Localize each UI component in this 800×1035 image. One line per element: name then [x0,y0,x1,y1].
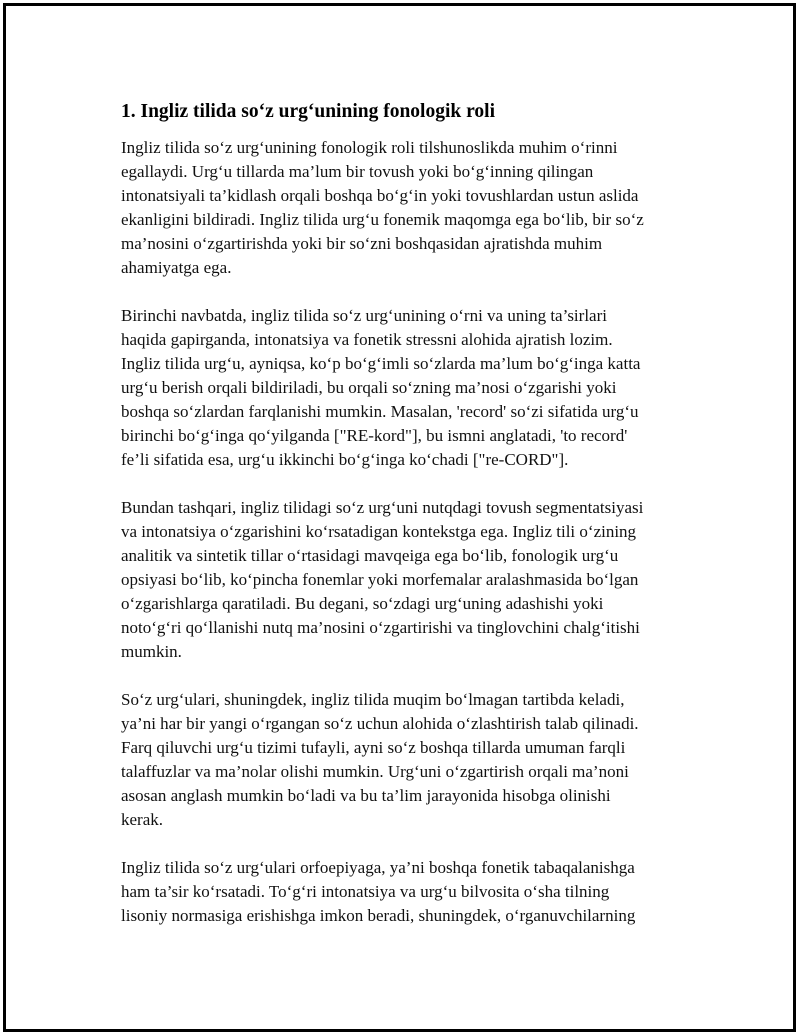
page-frame [3,3,796,1032]
paragraph-4: So‘z urg‘ulari, shuningdek, ingliz tilida muqim bo‘lmagan tartibda keladi, ya’ni har bir yangi o‘rgangan so‘z uchun alohida o‘zlashtirish talab qilinadi. Farq qiluvchi urg‘u tizimi tufayli, ayni so‘z boshqa tillarda umuman farqli talaffuzlar va ma’nolar olishi mumkin. Urg‘uni o‘zgartirish orqali ma’noni asosan anglash mumkin bo‘ladi va bu ta’lim jarayonida hisobga olinishi kerak. [121,690,639,829]
section-heading: 1. Ingliz tilida so‘z urg‘unining fonologik roli [121,101,495,122]
paragraph-3: Bundan tashqari, ingliz tilidagi so‘z urg‘uni nutqdagi tovush segmentatsiyasi va intonatsiya o‘zgarishini ko‘rsatadigan kontekstga ega. Ingliz tili o‘zining analitik va sintetik tillar o‘rtasidagi mavqeiga ega bo‘lib, fonologik urg‘u opsiyasi bo‘lib, ko‘pincha fonemlar yoki morfemalar aralashmasida bo‘lgan o‘zgarishlarga qaratiladi. Bu degani, so‘zdagi urg‘uning adashishi yoki noto‘g‘ri qo‘llanishi nutq ma’nosini o‘zgartirishi va tinglovchini chalg‘itishi mumkin. [121,498,644,661]
paragraph-1: Ingliz tilida so‘z urg‘unining fonologik roli tilshunoslikda muhim o‘rinni egallaydi. Urg‘u tillarda ma’lum bir tovush yoki bo‘g‘inning qilingan intonatsiyali ta’kidlash orqali boshqa bo‘g‘in yoki tovushlardan ustun aslida ekanligini bildiradi. Ingliz tilida urg‘u fonemik maqomga ega bo‘lib, bir so‘z ma’nosini o‘zgartirishda yoki bir so‘zni boshqasidan ajratishda muhim ahamiyatga ega. [121,138,644,277]
paragraph-5: Ingliz tilida so‘z urg‘ulari orfoepiyaga, ya’ni boshqa fonetik tabaqalanishga ham ta’sir ko‘rsatadi. To‘g‘ri intonatsiya va urg‘u bilvosita o‘sha tilning lisoniy normasiga erishishga imkon beradi, shuningdek, o‘rganuvchilarning [121,858,636,925]
paragraph-2: Birinchi navbatda, ingliz tilida so‘z urg‘unining o‘rni va uning ta’sirlari haqida gapirganda, intonatsiya va fonetik stressni alohida ajratish lozim. Ingliz tilida urg‘u, ayniqsa, ko‘p bo‘g‘imli so‘zlarda ma’lum bo‘g‘inga katta urg‘u berish orqali bildiriladi, bu orqali so‘zning ma’nosi o‘zgarishi yoki boshqa so‘zlardan farqlanishi mumkin. Masalan, 'record' so‘zi sifatida urg‘u birinchi bo‘g‘inga qo‘yilganda ["RE-kord"], bu ismni anglatadi, 'to record' fe’li sifatida esa, urg‘u ikkinchi bo‘g‘inga ko‘chadi ["re-CORD"]. [121,306,641,469]
document-body [121,100,691,952]
